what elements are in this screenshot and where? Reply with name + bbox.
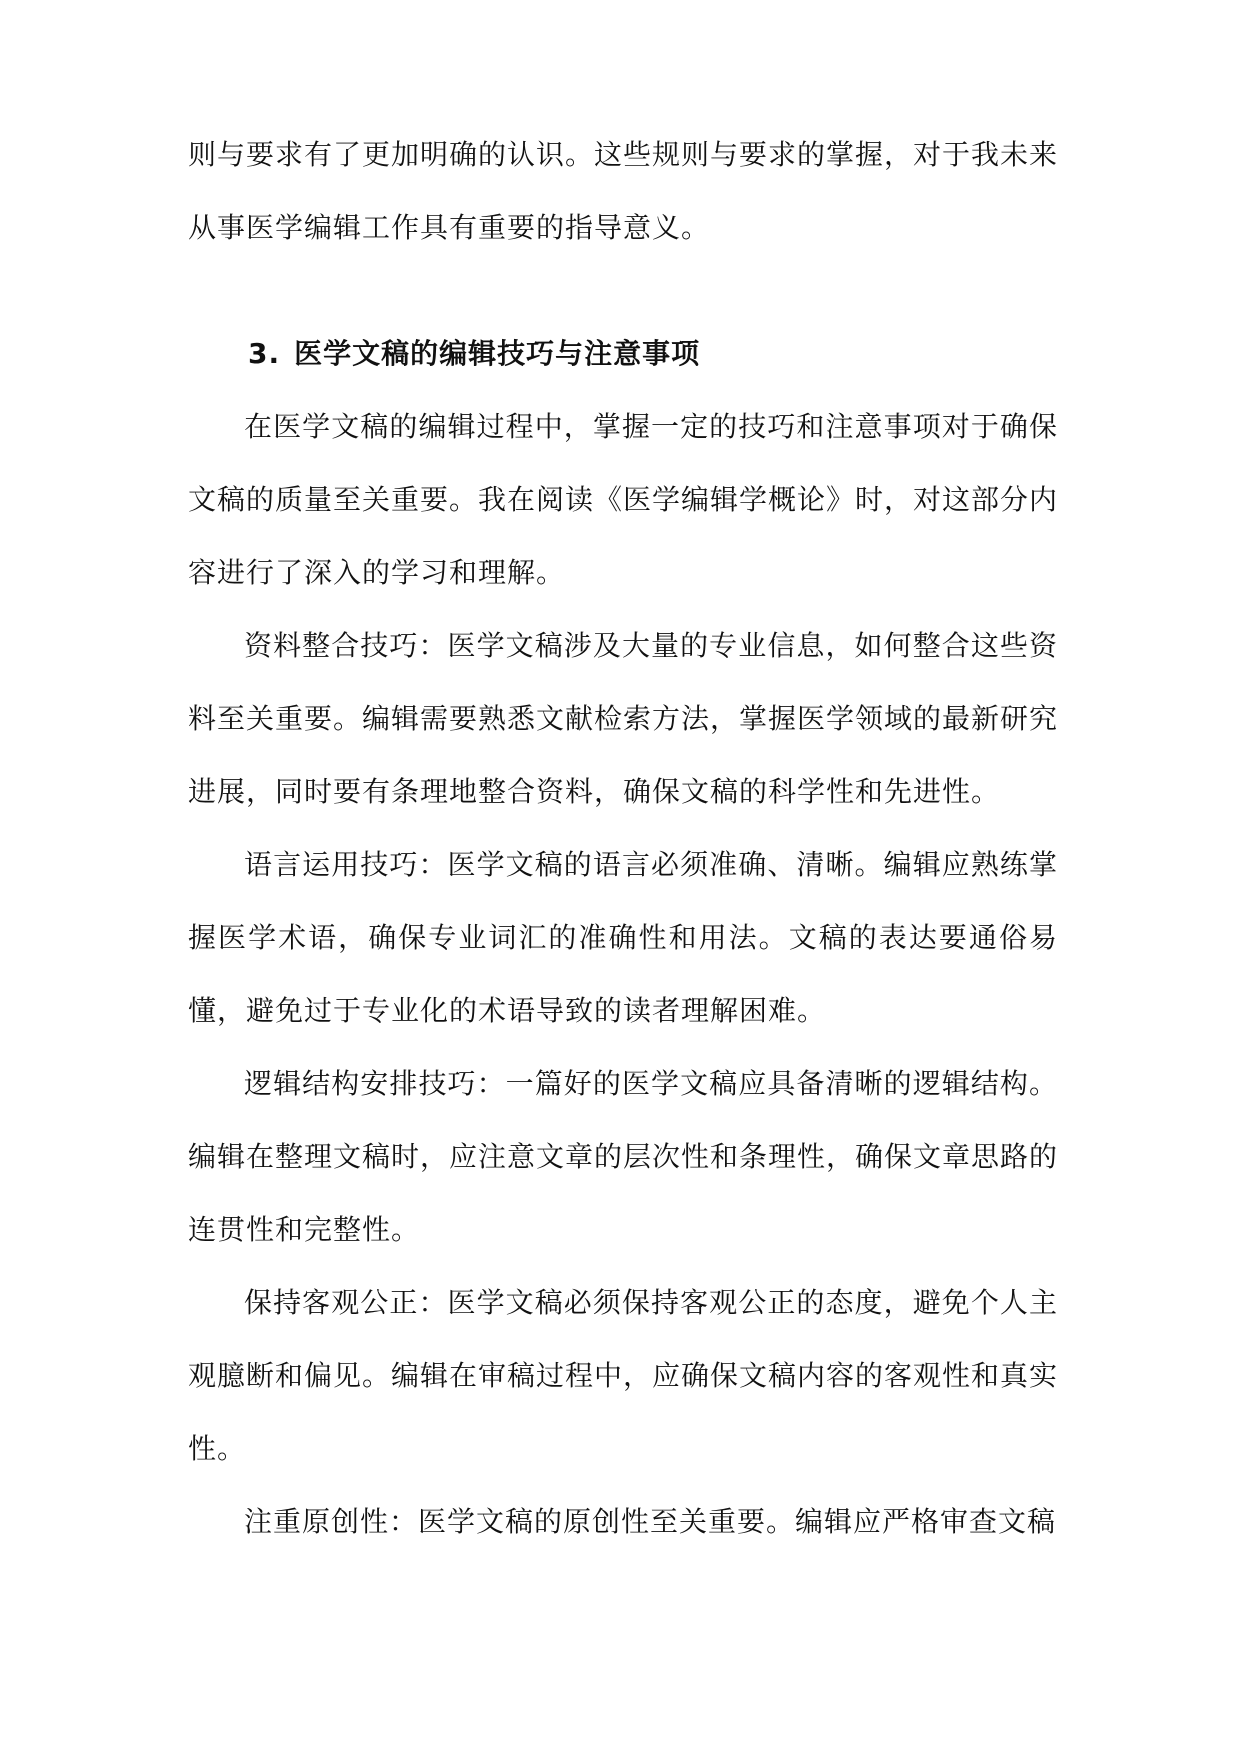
section-number: 3. [248,337,281,370]
intro-paragraph: 则与要求有了更加明确的认识。这些规则与要求的掌握，对于我未来从事医学编辑工作具有重要的指导意义。 [188,138,1059,244]
body-paragraph-logic-structure: 逻辑结构安排技巧：一篇好的医学文稿应具备清晰的逻辑结构。编辑在整理文稿时，应注意文章的层次性和条理性，确保文章思路的连贯性和完整性。 [188,1067,1059,1246]
section-title: 医学文稿的编辑技巧与注意事项 [294,337,701,370]
body-block [188,390,1058,1558]
body-paragraph-originality: 注重原创性：医学文稿的原创性至关重要。编辑应严格审查文稿 [244,1505,1057,1538]
body-paragraph-objectivity: 保持客观公正：医学文稿必须保持客观公正的态度，避免个人主观臆断和偏见。编辑在审稿过程中，应确保文稿内容的客观性和真实性。 [188,1286,1059,1465]
body-paragraph-data-integration: 资料整合技巧：医学文稿涉及大量的专业信息，如何整合这些资料至关重要。编辑需要熟悉文献检索方法，掌握医学领域的最新研究进展，同时要有条理地整合资料，确保文稿的科学性和先进性。 [188,629,1059,808]
intro-block [188,118,1058,264]
body-paragraph-language-usage: 语言运用技巧：医学文稿的语言必须准确、清晰。编辑应熟练掌握医学术语，确保专业词汇的准确性和用法。文稿的表达要通俗易懂，避免过于专业化的术语导致的读者理解困难。 [188,848,1058,1027]
section-heading [248,317,1048,390]
body-paragraph-intro: 在医学文稿的编辑过程中，掌握一定的技巧和注意事项对于确保文稿的质量至关重要。我在阅读《医学编辑学概论》时，对这部分内容进行了深入的学习和理解。 [188,410,1059,589]
